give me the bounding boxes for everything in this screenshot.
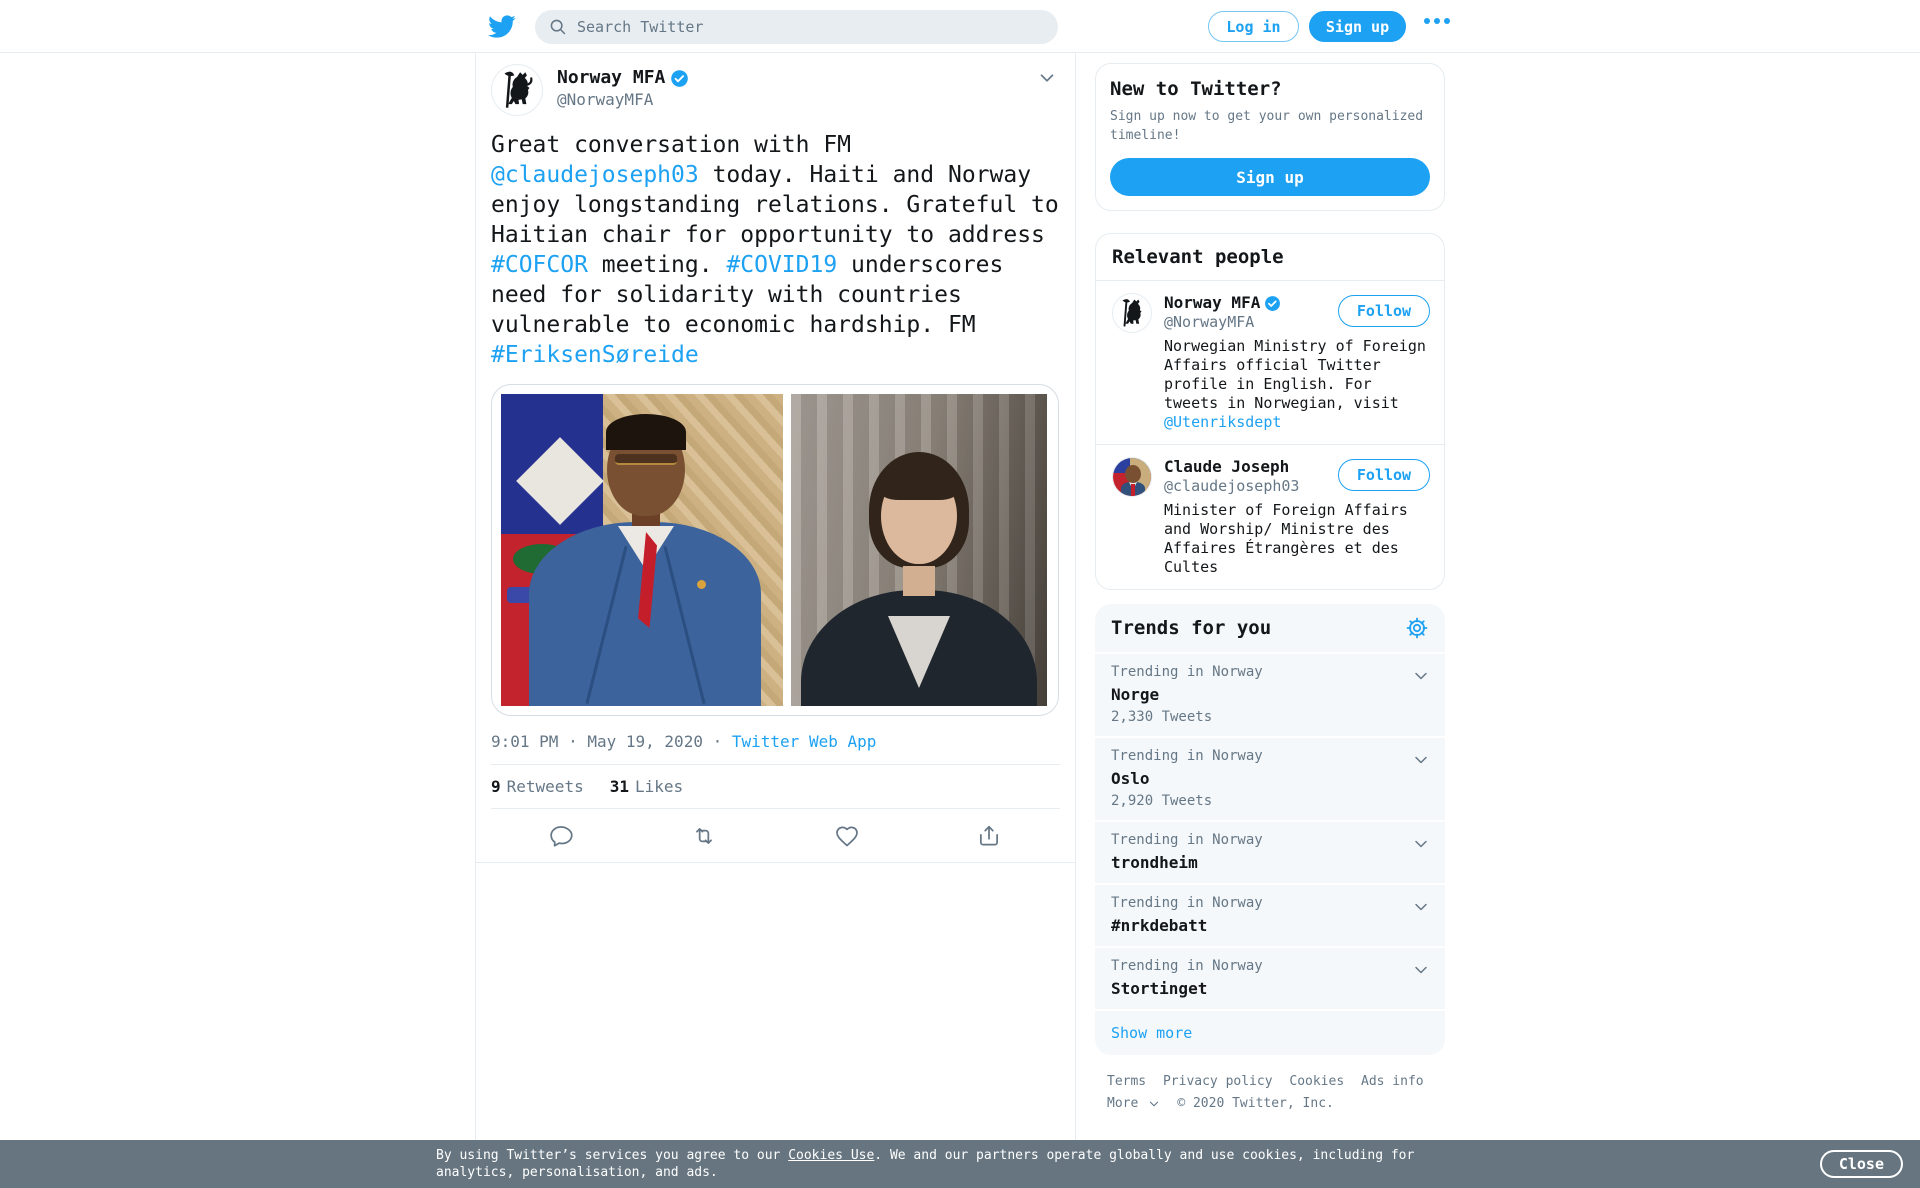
chevron-down-icon[interactable] bbox=[1411, 960, 1431, 980]
more-options-icon[interactable] bbox=[1424, 18, 1450, 24]
person-name[interactable]: Norway MFA bbox=[1164, 293, 1261, 312]
person-norway-mfa[interactable] bbox=[1096, 281, 1444, 444]
cookies-use-link[interactable]: Cookies Use bbox=[788, 1148, 875, 1163]
chevron-down-icon[interactable] bbox=[1411, 750, 1431, 770]
cookie-close-button[interactable]: Close bbox=[1820, 1150, 1903, 1178]
tweet-text-segment: today. Haiti and Norway enjoy longstanding relations. Grateful to Haitian chair for opportunity to address bbox=[491, 162, 1059, 248]
tweet-detail-column bbox=[475, 53, 1076, 1140]
trends-card bbox=[1095, 604, 1445, 1055]
person-handle[interactable]: @NorwayMFA bbox=[1164, 313, 1255, 331]
tweet-photo-ine-eriksen-soreide[interactable] bbox=[791, 394, 1047, 706]
chevron-down-icon[interactable] bbox=[1036, 67, 1058, 89]
tweet-actions bbox=[491, 809, 1060, 862]
trend-item-norge[interactable]: Trending in Norway Norge 2,330 Tweets bbox=[1095, 652, 1445, 736]
signup-button[interactable]: Sign up bbox=[1309, 11, 1406, 42]
sidebar bbox=[1095, 53, 1445, 1115]
follow-button[interactable]: Follow bbox=[1338, 295, 1430, 327]
share-icon[interactable] bbox=[976, 823, 1002, 849]
footer-link-more[interactable]: More bbox=[1107, 1096, 1139, 1111]
search-bar[interactable] bbox=[535, 10, 1058, 44]
person-name[interactable]: Claude Joseph bbox=[1164, 457, 1290, 476]
tweet-text-segment: underscores need for solidarity with countries vulnerable to economic hardship. FM bbox=[491, 252, 1004, 338]
hashtag-link-covid19[interactable]: #COVID19 bbox=[726, 252, 838, 278]
tweet-text-segment: Great conversation with FM bbox=[491, 132, 852, 158]
verified-badge-icon bbox=[670, 69, 689, 88]
like-icon[interactable] bbox=[834, 823, 860, 849]
new-to-twitter-card bbox=[1095, 63, 1445, 211]
tweet-author-handle[interactable]: @NorwayMFA bbox=[557, 90, 654, 109]
new-to-twitter-title: New to Twitter? bbox=[1110, 78, 1282, 100]
footer-link-privacy[interactable]: Privacy policy bbox=[1162, 1074, 1273, 1089]
footer-link-terms[interactable]: Terms bbox=[1107, 1074, 1147, 1089]
retweet-icon[interactable] bbox=[691, 823, 717, 849]
tweet-media-card bbox=[491, 384, 1059, 716]
twitter-logo-icon[interactable] bbox=[487, 12, 516, 41]
mention-link[interactable]: @claudejoseph03 bbox=[491, 162, 699, 188]
hashtag-link-cofcor[interactable]: #COFCOR bbox=[491, 252, 588, 278]
norway-coat-of-arms-icon bbox=[1113, 294, 1151, 332]
trend-item-nrkdebatt[interactable]: Trending in Norway #nrkdebatt bbox=[1095, 883, 1445, 946]
person-handle[interactable]: @claudejoseph03 bbox=[1164, 477, 1300, 495]
trend-item-oslo[interactable]: Trending in Norway Oslo 2,920 Tweets bbox=[1095, 736, 1445, 820]
new-to-twitter-subtitle: Sign up now to get your own personalized timeline! bbox=[1110, 109, 1424, 143]
avatar[interactable] bbox=[1112, 457, 1152, 497]
person-claude-joseph[interactable] bbox=[1096, 444, 1444, 589]
retweet-count[interactable]: 9 Retweets bbox=[491, 777, 584, 796]
tweet-stats bbox=[491, 765, 1060, 808]
follow-button[interactable]: Follow bbox=[1338, 459, 1430, 491]
tweet-text bbox=[491, 130, 1061, 370]
relevant-people-title: Relevant people bbox=[1112, 246, 1284, 268]
chevron-down-icon[interactable] bbox=[1411, 834, 1431, 854]
footer-link-cookies[interactable]: Cookies bbox=[1289, 1074, 1345, 1089]
trend-item-stortinget[interactable]: Trending in Norway Stortinget bbox=[1095, 946, 1445, 1009]
person-bio: Minister of Foreign Affairs and Worship/ Ministre des Affaires Étrangères et des Cultes bbox=[1164, 501, 1408, 576]
search-input[interactable] bbox=[577, 18, 1044, 36]
person-bio: Norwegian Ministry of Foreign Affairs official Twitter profile in English. For tweets in Norwegian, visit @Utenriksdept bbox=[1164, 337, 1426, 431]
avatar[interactable] bbox=[491, 64, 543, 116]
mention-link[interactable]: @Utenriksdept bbox=[1164, 413, 1282, 431]
cookie-banner bbox=[0, 1140, 1920, 1188]
like-count[interactable]: 31 Likes bbox=[609, 777, 684, 796]
relevant-people-card bbox=[1095, 233, 1445, 590]
reply-icon[interactable] bbox=[549, 823, 575, 849]
tweet bbox=[491, 53, 1060, 863]
footer-link-ads-info[interactable]: Ads info bbox=[1361, 1074, 1424, 1089]
tweet-author-name[interactable]: Norway MFA bbox=[557, 67, 666, 88]
tweet-source-link[interactable]: Twitter Web App bbox=[731, 732, 877, 751]
top-nav-bar bbox=[0, 0, 1920, 53]
divider bbox=[476, 862, 1075, 863]
chevron-down-icon[interactable] bbox=[1147, 1097, 1161, 1111]
sidebar-footer bbox=[1095, 1071, 1445, 1115]
lapel-pin bbox=[697, 580, 706, 589]
trends-title: Trends for you bbox=[1111, 617, 1272, 639]
tweet-timestamp: 9:01 PM · May 19, 2020 · Twitter Web App bbox=[491, 732, 877, 751]
search-icon bbox=[549, 18, 567, 36]
avatar[interactable] bbox=[1112, 293, 1152, 333]
verified-badge-icon bbox=[1264, 295, 1281, 312]
cookie-banner-text: By using Twitter’s services you agree to our Cookies Use. We and our partners operate globally and use cookies, including for analytics, personalisation, and ads. bbox=[436, 1148, 1415, 1180]
tweet-header bbox=[491, 53, 1060, 116]
hashtag-link-eriksensoreide[interactable]: #EriksenSøreide bbox=[491, 342, 699, 368]
copyright: © 2020 Twitter, Inc. bbox=[1177, 1096, 1334, 1111]
glasses bbox=[615, 454, 677, 465]
tweet-text-segment: meeting. bbox=[587, 252, 727, 278]
chevron-down-icon[interactable] bbox=[1411, 897, 1431, 917]
norway-coat-of-arms-icon bbox=[492, 65, 542, 115]
tweet-photo-claude-joseph[interactable] bbox=[501, 394, 783, 706]
chevron-down-icon[interactable] bbox=[1411, 666, 1431, 686]
gear-icon[interactable] bbox=[1405, 616, 1429, 640]
show-more-link[interactable]: Show more bbox=[1095, 1009, 1445, 1055]
sidebar-signup-button[interactable]: Sign up bbox=[1110, 158, 1430, 196]
login-button[interactable]: Log in bbox=[1208, 11, 1299, 42]
trend-item-trondheim[interactable]: Trending in Norway trondheim bbox=[1095, 820, 1445, 883]
